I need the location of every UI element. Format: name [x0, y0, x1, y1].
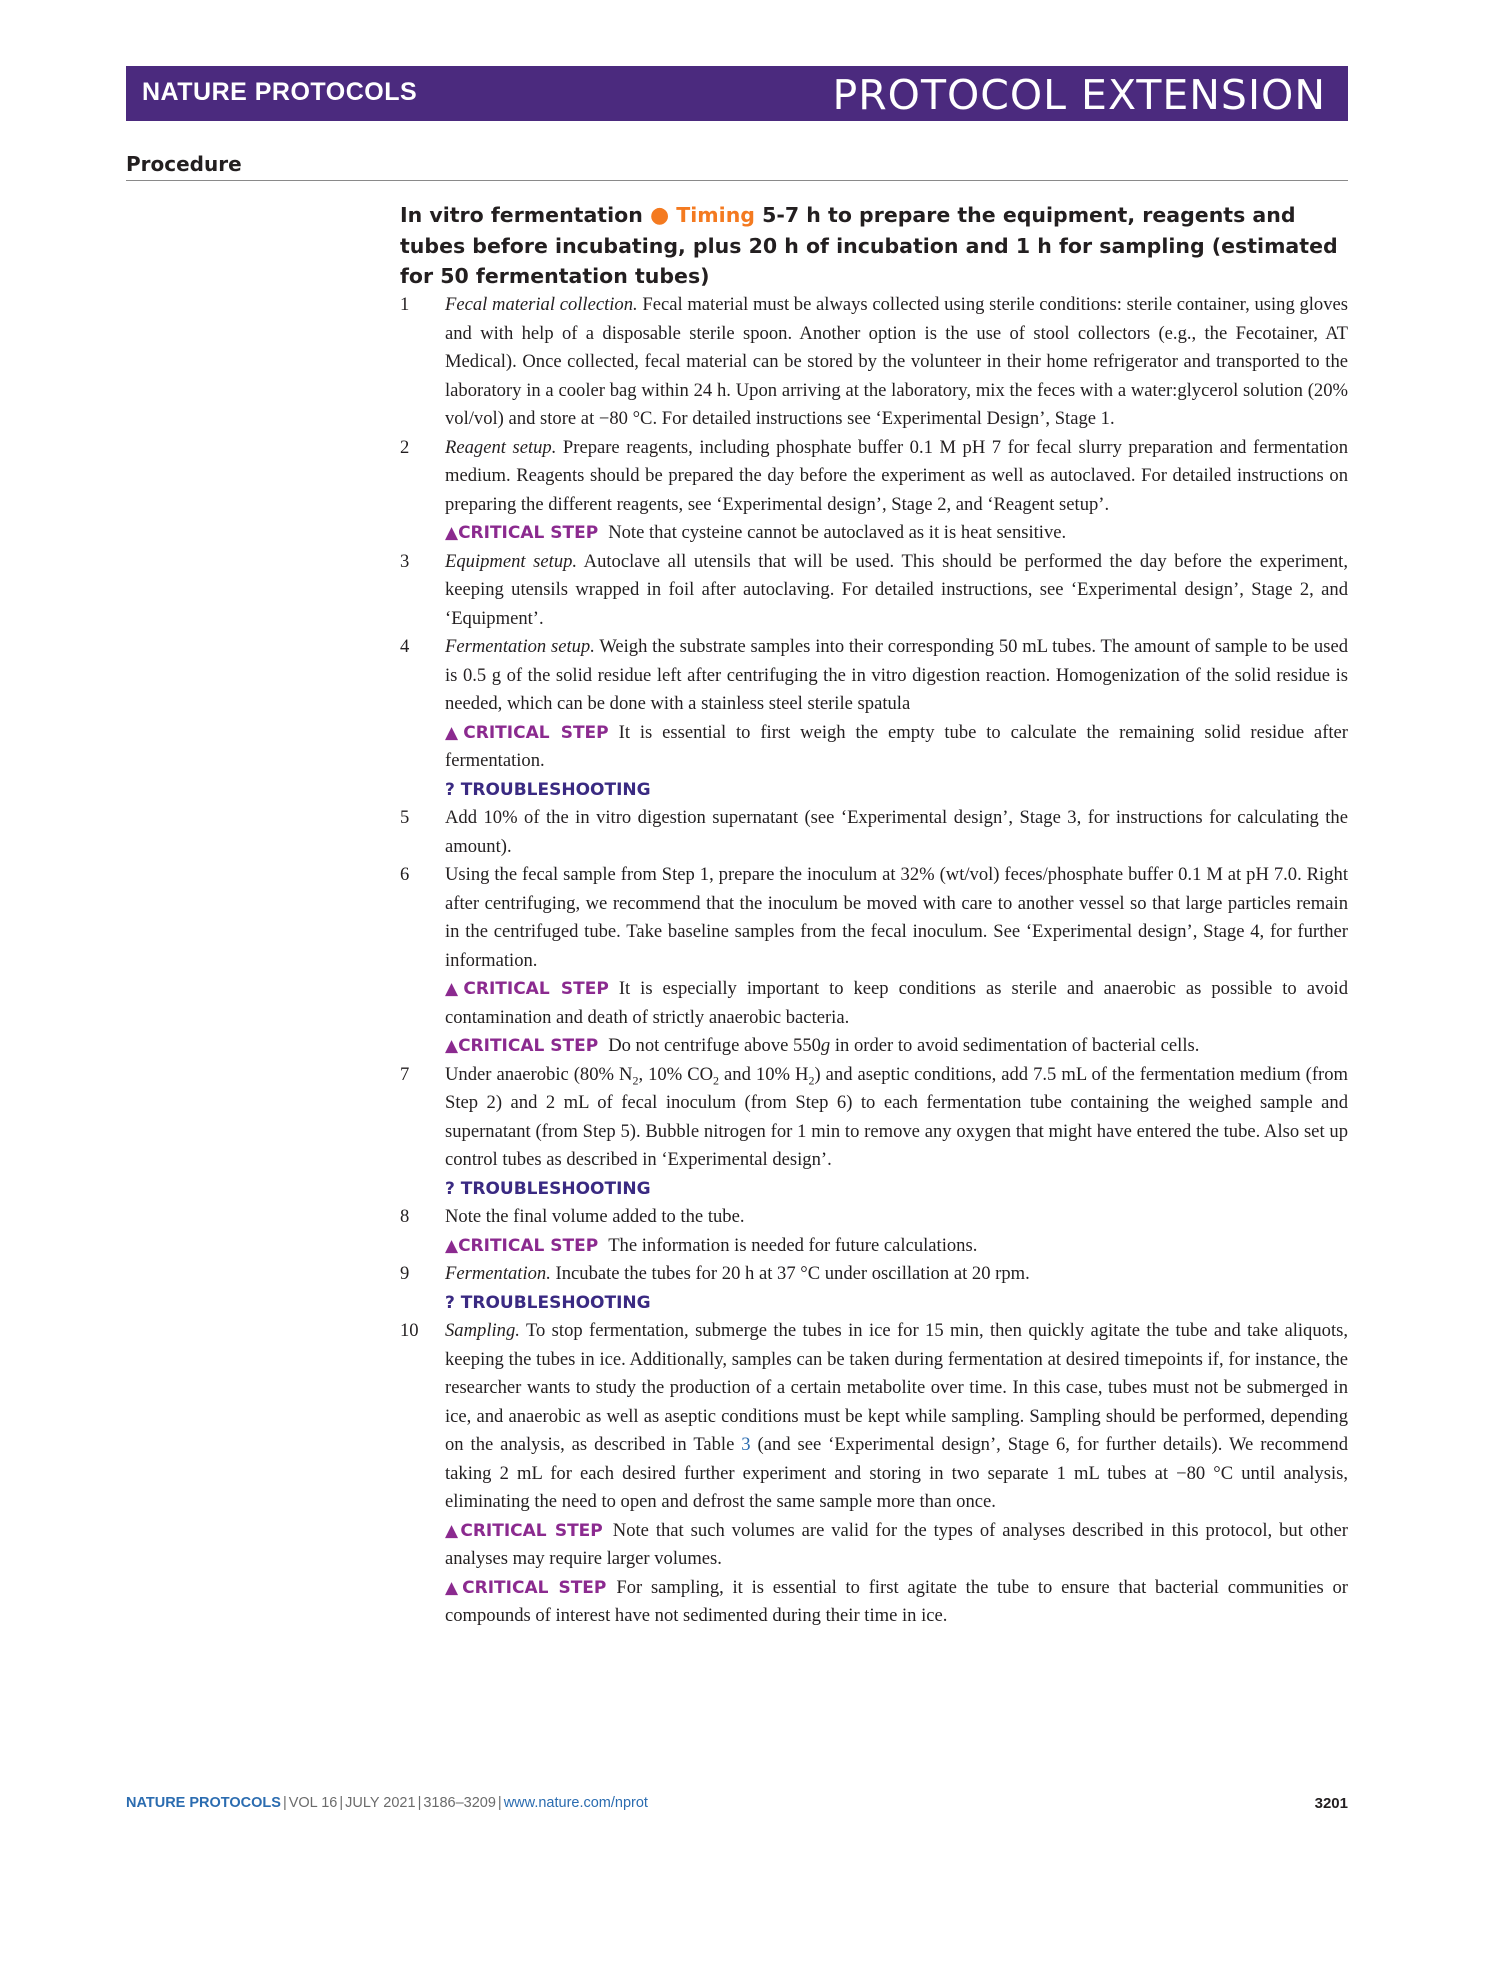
- step-6: [400, 861, 1348, 1061]
- step-body: [445, 548, 1348, 634]
- step-number: 8: [400, 1206, 410, 1227]
- procedure-heading-title: In vitro fermentation: [400, 203, 643, 227]
- page-number: 3201: [1314, 1795, 1348, 1812]
- critical-step-text: For sampling, it is essential to first agitate the tube to ensure that bacterial communities or compounds of interest have not sedimented during their time in ice.: [445, 1576, 1349, 1626]
- step-2: [400, 434, 1348, 548]
- footer-pages: 3186–3209: [423, 1795, 496, 1811]
- step-title: Fecal material collection.: [445, 294, 638, 315]
- step-body: [445, 633, 1348, 719]
- section-title: Procedure: [126, 152, 242, 176]
- step-3: [400, 548, 1348, 634]
- critical-step-label: ▲CRITICAL STEP: [445, 1036, 599, 1056]
- procedure-heading: [400, 200, 1348, 291]
- step-7: [400, 1061, 1348, 1204]
- step-number: 9: [400, 1263, 410, 1284]
- critical-step-label: ▲CRITICAL STEP: [445, 1577, 607, 1598]
- subscript: 2: [808, 1073, 815, 1088]
- critical-step-text: Do not centrifuge above 550: [608, 1035, 821, 1056]
- step-body: [445, 1260, 1348, 1289]
- step-1: [400, 291, 1348, 434]
- step-number: 2: [400, 436, 410, 458]
- separator: |: [417, 1795, 422, 1811]
- step-title: Sampling.: [445, 1320, 520, 1341]
- page-footer: [126, 1795, 1348, 1819]
- step-number: 4: [400, 636, 410, 657]
- step-body: [445, 1061, 1348, 1175]
- critical-step-label: ▲CRITICAL STEP: [445, 1235, 599, 1256]
- step-text: Fecal material must be always collected using sterile conditions: sterile container, using gloves and with help of a disposable sterile spoon. Another option is the use of stool collectors (e.g., the Fecotainer, AT Medical). Once collected, fecal material can be stored by the volunteer in their home refrigerator and transported to the laboratory in a cooler bag within 24 h. Upon arriving at the laboratory, mix the feces with a water:glycerol solution (20% vol/vol) and store at −80 °C. For detailed instructions see ‘Experimental Design’, Stage 1.: [445, 294, 1349, 429]
- critical-step-text: It is essential to first weigh the empty tube to calculate the remaining solid residue after fermentation.: [445, 721, 1348, 771]
- step-text: and 10% H: [719, 1063, 809, 1085]
- step-title: Equipment setup.: [445, 550, 578, 572]
- critical-step-note: [445, 975, 1348, 1032]
- journal-header-bar: [126, 66, 1348, 121]
- step-title: Reagent setup.: [445, 436, 557, 458]
- step-text: Add 10% of the in vitro digestion supernatant (see ‘Experimental design’, Stage 3, for instructions for calculating the amount).: [445, 807, 1348, 857]
- step-10: [400, 1317, 1348, 1631]
- step-body: [445, 291, 1348, 434]
- troubleshooting-link[interactable]: ? TROUBLESHOOTING: [445, 1178, 651, 1199]
- critical-step-note: [445, 1232, 1348, 1261]
- step-5: [400, 804, 1348, 861]
- step-number: 5: [400, 807, 410, 828]
- step-body: [445, 1317, 1348, 1517]
- timing-label: Timing: [676, 203, 755, 227]
- critical-step-text: The information is needed for future calculations.: [608, 1234, 978, 1256]
- critical-step-note: [445, 519, 1348, 548]
- timing-dot-icon: ●: [649, 203, 670, 228]
- critical-step-label: ▲CRITICAL STEP: [445, 979, 609, 999]
- step-text: Prepare reagents, including phosphate buffer 0.1 M pH 7 for fecal slurry preparation and fermentation medium. Reagents should be prepared the day before the experiment as well as autoclaved. For detailed instructions on preparing the different reagents, see ‘Experimental design’, Stage 2, and ‘Reagent setup’.: [445, 436, 1349, 515]
- critical-step-note: [445, 1517, 1348, 1574]
- article-type: PROTOCOL EXTENSION: [832, 71, 1326, 119]
- footer-journal: NATURE PROTOCOLS: [126, 1795, 281, 1811]
- critical-step-note: [445, 1574, 1348, 1631]
- step-text: Under anaerobic (80% N: [445, 1063, 633, 1085]
- step-number: 7: [400, 1063, 410, 1085]
- step-body: [445, 434, 1348, 520]
- step-number: 1: [400, 294, 410, 315]
- subscript: 2: [713, 1073, 720, 1088]
- step-title: Fermentation.: [445, 1263, 551, 1284]
- critical-step-text-end: in order to avoid sedimentation of bacterial cells.: [830, 1035, 1200, 1056]
- footer-date: JULY 2021: [345, 1795, 416, 1811]
- footer-volume: VOL 16: [288, 1795, 338, 1811]
- step-text: (and see ‘Experimental design’, Stage 6, for further details). We recommend taking 2 mL for each desired further experiment and storing in two separate 1 mL tubes at −80 °C until analysis, eliminating the need to open and defrost the same sample more than once.: [445, 1434, 1348, 1512]
- journal-url-link[interactable]: www.nature.com/nprot: [503, 1795, 648, 1811]
- step-number: 10: [400, 1320, 419, 1341]
- troubleshooting-link[interactable]: ? TROUBLESHOOTING: [445, 779, 651, 800]
- troubleshooting-link[interactable]: ? TROUBLESHOOTING: [445, 1292, 651, 1313]
- step-title: Fermentation setup.: [445, 636, 595, 657]
- step-text: Incubate the tubes for 20 h at 37 °C under oscillation at 20 rpm.: [555, 1263, 1030, 1284]
- step-number: 3: [400, 550, 410, 572]
- step-text: Weigh the substrate samples into their corresponding 50 mL tubes. The amount of sample to be used is 0.5 g of the solid residue left after centrifuging the in vitro digestion reaction. Homogenization of the solid residue is needed, which can be done with a stainless steel sterile spatula: [445, 636, 1349, 714]
- step-4: [400, 633, 1348, 804]
- critical-step-label: ▲CRITICAL STEP: [445, 1520, 603, 1541]
- critical-step-note: [445, 719, 1348, 776]
- gravity-unit: g: [820, 1035, 831, 1056]
- timing-text: 5-7 h to prepare the equipment, reagents and tubes before incubating, plus 20 h of incubation and 1 h for sampling (estimated for 50 fermentation tubes): [400, 203, 1338, 288]
- step-text: To stop fermentation, submerge the tubes in ice for 15 min, then quickly agitate the tube and take aliquots, keeping the tubes in ice. Additionally, samples can be taken during fermentation at desired timepoints if, for instance, the researcher wants to study the production of a certain metabolite over time. In this case, tubes must not be submerged in ice, and anaerobic as well as aseptic conditions must be kept while sampling. Sampling should be performed, depending on the analysis, as described in Table: [445, 1320, 1348, 1455]
- critical-step-text: Note that cysteine cannot be autoclaved as it is heat sensitive.: [608, 522, 1067, 543]
- step-number: 6: [400, 864, 410, 885]
- separator: |: [339, 1795, 344, 1811]
- critical-step-label: ▲CRITICAL STEP: [445, 722, 609, 743]
- step-text: , 10% CO: [638, 1063, 714, 1085]
- procedure-content: [400, 200, 1348, 1631]
- step-text: Note the final volume added to the tube.: [445, 1206, 745, 1227]
- critical-step-text: It is especially important to keep conditions as sterile and anaerobic as possible to avoid contamination and death of strictly anaerobic bacteria.: [445, 978, 1348, 1028]
- critical-step-label: ▲CRITICAL STEP: [445, 523, 599, 543]
- journal-name: NATURE PROTOCOLS: [142, 78, 418, 106]
- step-text: Autoclave all utensils that will be used. This should be performed the day before the experiment, keeping utensils wrapped in foil after autoclaving. For detailed instructions, see ‘Experimental design’, Stage 2, and ‘Equipment’.: [445, 550, 1348, 629]
- section-divider: [126, 180, 1348, 181]
- separator: |: [497, 1795, 502, 1811]
- step-text: ) and aseptic conditions, add 7.5 mL of the fermentation medium (from Step 2) and 2 mL of fecal inoculum (from Step 6) to each fermentation tube containing the weighed sample and supernatant (from Step 5). Bubble nitrogen for 1 min to remove any oxygen that might have entered the tube. Also set up control tubes as described in ‘Experimental design’.: [445, 1063, 1349, 1170]
- table-reference-link[interactable]: 3: [741, 1434, 751, 1455]
- step-8: [400, 1203, 1348, 1260]
- separator: |: [282, 1795, 287, 1811]
- step-9: [400, 1260, 1348, 1317]
- subscript: 2: [632, 1073, 639, 1088]
- critical-step-text: Note that such volumes are valid for the types of analyses described in this protocol, but other analyses may require larger volumes.: [445, 1519, 1348, 1569]
- step-text: Using the fecal sample from Step 1, prepare the inoculum at 32% (wt/vol) feces/phosphate buffer 0.1 M at pH 7.0. Right after centrifuging, we recommend that the inoculum be moved with care to another vessel so that large particles remain in the centrifuged tube. Take baseline samples from the fecal inoculum. See ‘Experimental design’, Stage 4, for further information.: [445, 864, 1348, 971]
- critical-step-note: [445, 1032, 1348, 1061]
